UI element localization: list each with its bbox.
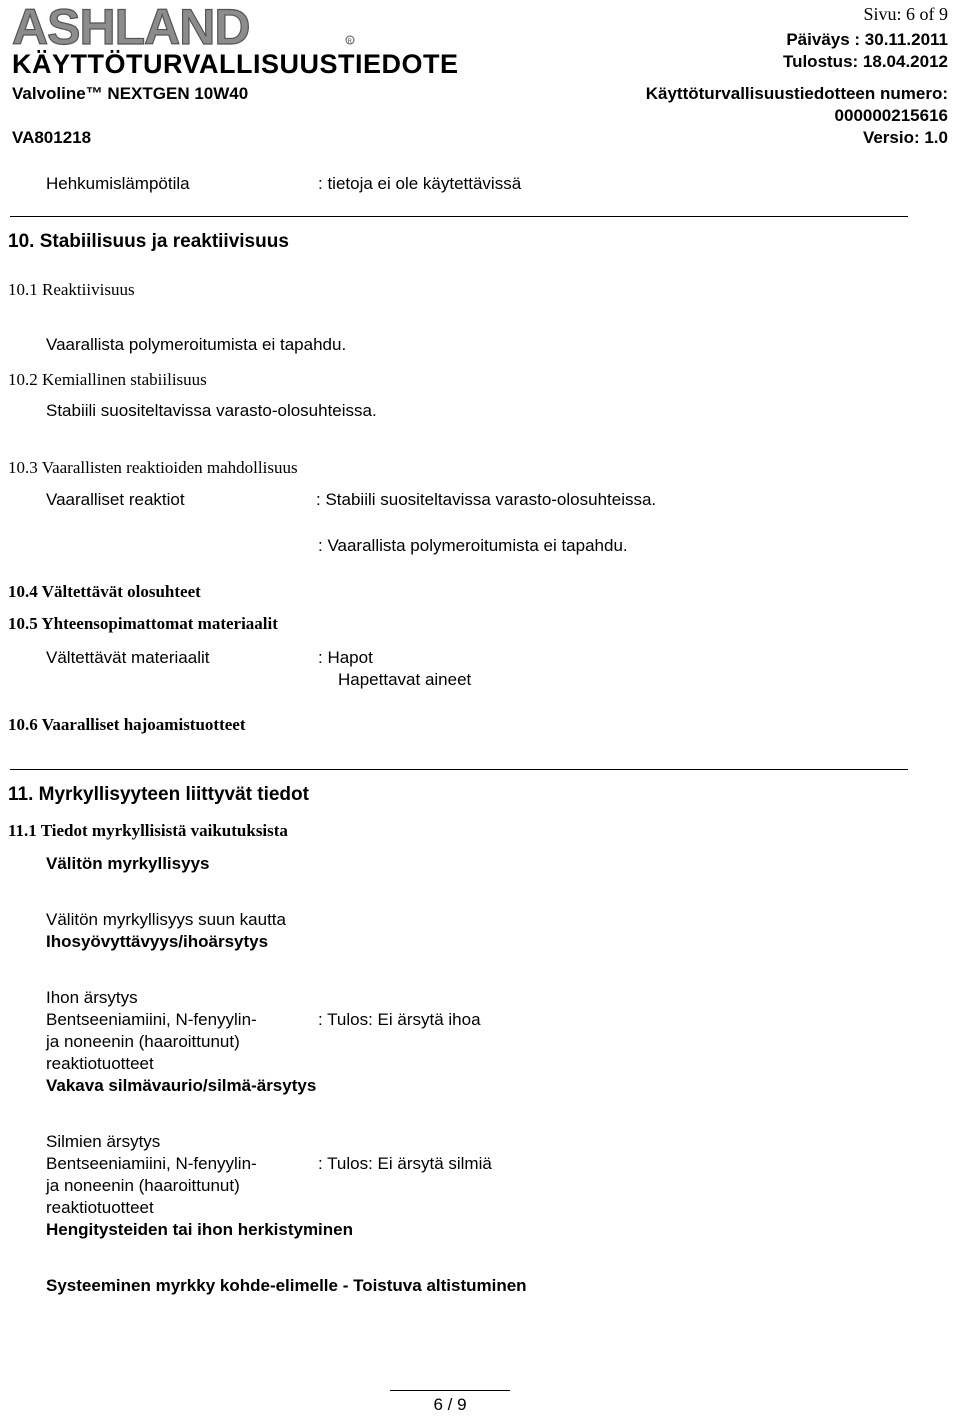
incompatible-materials-value-1: : Hapot xyxy=(318,648,373,667)
dangerous-reactions-value-1: : Stabiili suositeltavissa varasto-olosuhteissa. xyxy=(316,490,657,509)
section-10-3-title: 10.3 Vaarallisten reaktioiden mahdollisuus xyxy=(8,458,298,477)
incompatible-materials-label: Vältettävät materiaalit xyxy=(46,648,210,667)
section-10-1-title: 10.1 Reaktiivisuus xyxy=(8,280,135,299)
skin-substance-line-3: reaktiotuotteet xyxy=(46,1054,154,1073)
section-11-title: 11. Myrkyllisyyteen liittyvät tiedot xyxy=(8,784,309,805)
skin-substance-line-2: ja noneenin (haaroittunut) xyxy=(46,1032,240,1051)
section-10-2-title: 10.2 Kemiallinen stabiilisuus xyxy=(8,370,207,389)
footer-page-number: 6 / 9 xyxy=(390,1390,510,1419)
product-code: VA801218 xyxy=(12,128,92,147)
ashland-logo-icon xyxy=(12,2,357,52)
eye-substance-line-1: Bentseeniamiini, N-fenyylin- xyxy=(46,1154,257,1173)
sensitization-title: Hengitysteiden tai ihon herkistyminen xyxy=(46,1220,354,1239)
section-10-4-title: 10.4 Vältettävät olosuhteet xyxy=(8,582,201,601)
section-10-1-text: Vaarallista polymeroitumista ei tapahdu. xyxy=(46,335,347,354)
skin-substance-line-1: Bentseeniamiini, N-fenyylin- xyxy=(46,1010,257,1029)
skin-irritation-label: Ihon ärsytys xyxy=(46,988,138,1007)
section-10-2-text: Stabiili suositeltavissa varasto-olosuhteissa. xyxy=(46,401,377,420)
sds-number-label: Käyttöturvallisuustiedotteen numero: xyxy=(645,84,948,103)
section-10-title: 10. Stabiilisuus ja reaktiivisuus xyxy=(8,231,289,252)
eye-substance-line-3: reaktiotuotteet xyxy=(46,1198,154,1217)
divider xyxy=(10,216,908,217)
date-label: Päiväys : 30.11.2011 xyxy=(786,30,948,49)
section-11-1-title: 11.1 Tiedot myrkyllisistä vaikutuksista xyxy=(8,821,288,840)
dangerous-reactions-label: Vaaralliset reaktiot xyxy=(46,490,185,509)
skin-corrosion-title: Ihosyövyttävyys/ihoärsytys xyxy=(46,932,269,951)
section-10-6-title: 10.6 Vaaralliset hajoamistuotteet xyxy=(8,715,246,734)
dangerous-reactions-value-2: : Vaarallista polymeroitumista ei tapahdu. xyxy=(318,536,628,555)
acute-toxicity-title: Välitön myrkyllisyys xyxy=(46,854,210,873)
eye-irritation-label: Silmien ärsytys xyxy=(46,1132,161,1151)
version-label: Versio: 1.0 xyxy=(862,128,948,147)
ashland-logo xyxy=(12,2,357,52)
print-date-label: Tulostus: 18.04.2012 xyxy=(782,52,948,71)
flash-point-label: Hehkumislämpötila xyxy=(46,174,190,193)
divider xyxy=(10,769,908,770)
eye-irritation-result: : Tulos: Ei ärsytä silmiä xyxy=(318,1154,492,1173)
sds-number: 000000215616 xyxy=(834,106,948,125)
page-indicator: Sivu: 6 of 9 xyxy=(863,4,948,24)
acute-oral-toxicity: Välitön myrkyllisyys suun kautta xyxy=(46,910,286,929)
ashland-logo-text: ASHLAND xyxy=(12,2,250,52)
skin-irritation-result: : Tulos: Ei ärsytä ihoa xyxy=(318,1010,481,1029)
eye-substance-line-2: ja noneenin (haaroittunut) xyxy=(46,1176,240,1195)
flash-point-value: : tietoja ei ole käytettävissä xyxy=(318,174,522,193)
stot-repeated-title: Systeeminen myrkky kohde-elimelle - Toistuva altistuminen xyxy=(46,1276,527,1295)
product-name: Valvoline™ NEXTGEN 10W40 xyxy=(12,84,249,103)
document-title: KÄYTTÖTURVALLISUUSTIEDOTE xyxy=(12,49,459,79)
incompatible-materials-value-2: Hapettavat aineet xyxy=(338,670,472,689)
eye-damage-title: Vakava silmävaurio/silmä-ärsytys xyxy=(46,1076,317,1095)
section-10-5-title: 10.5 Yhteensopimattomat materiaalit xyxy=(8,614,278,633)
svg-text:R: R xyxy=(347,39,352,45)
